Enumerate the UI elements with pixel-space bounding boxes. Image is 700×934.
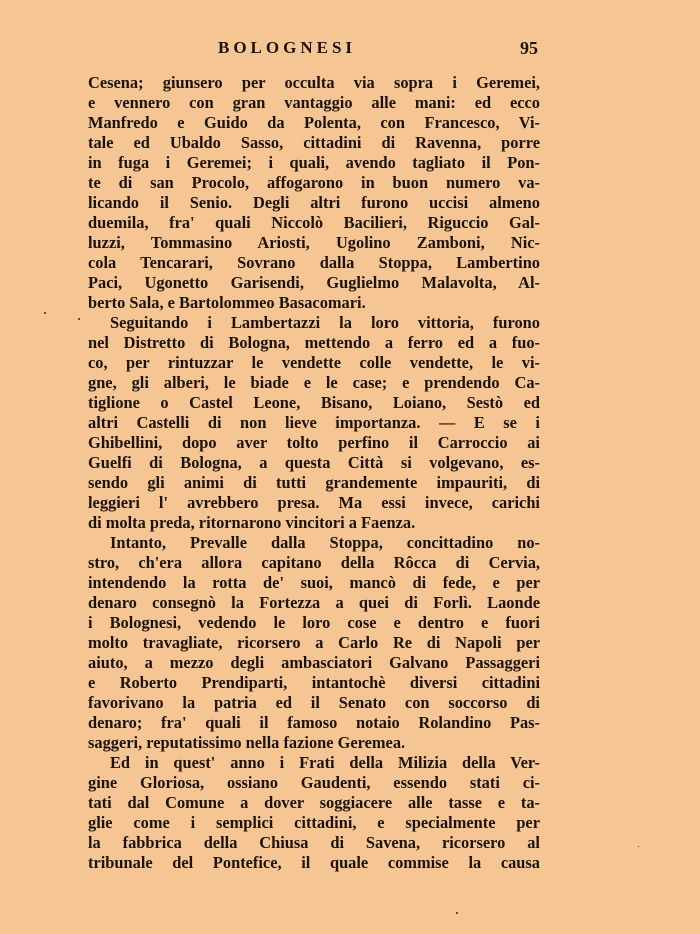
paragraph-start: Intanto, Prevalle dalla Stoppa, concittadino no- xyxy=(110,533,540,552)
text-line: denaro consegnò la Fortezza a quei di Forlì. Laonde xyxy=(88,593,540,612)
text-line: cola Tencarari, Sovrano dalla Stoppa, Lambertino xyxy=(88,253,540,272)
text-line: di molta preda, ritornarono vincitori a Faenza. xyxy=(88,513,416,532)
body-text xyxy=(88,73,540,873)
text-line: licando il Senio. Degli altri furono uccisi almeno xyxy=(88,193,540,212)
text-line: stro, ch'era allora capitano della Rôcca di Cervia, xyxy=(88,553,540,572)
text-line: tale ed Ubaldo Sasso, cittadini di Ravenna, porre xyxy=(88,133,540,152)
text-line: la fabbrica della Chiusa di Savena, ricorsero al xyxy=(88,833,540,852)
text-line: in fuga i Geremei; i quali, avendo tagliato il Pon- xyxy=(88,153,540,172)
text-line: leggieri l' avrebbero presa. Ma essi invece, carichi xyxy=(88,493,540,512)
text-line: berto Sala, e Bartolommeo Basacomari. xyxy=(88,293,366,312)
text-line: luzzi, Tommasino Ariosti, Ugolino Zamboni, Nic- xyxy=(88,233,540,252)
text-line: saggeri, reputatissimo nella fazione Geremea. xyxy=(88,733,406,752)
text-line: tati dal Comune a dover soggiacere alle tasse e ta- xyxy=(88,793,540,812)
page-speck xyxy=(638,846,639,847)
text-line: duemila, fra' quali Niccolò Bacilieri, Riguccio Gal- xyxy=(88,213,540,232)
text-line: molto travagliate, ricorsero a Carlo Re di Napoli per xyxy=(88,633,540,652)
paragraph-start: Ed in quest' anno i Frati della Milizia della Ver- xyxy=(110,753,540,772)
text-line: glie come i semplici cittadini, e specialmente per xyxy=(88,813,540,832)
text-line: sendo gli animi di tutti grandemente impauriti, di xyxy=(88,473,540,492)
text-line: Manfredo e Guido da Polenta, con Francesco, Vi- xyxy=(88,113,540,132)
running-head: BOLOGNESI xyxy=(218,38,357,57)
text-line: denaro; fra' quali il famoso notaio Rolandino Pas- xyxy=(88,713,540,732)
text-line: favorivano la patria ed il Senato con soccorso di xyxy=(88,693,540,712)
text-line: aiuto, a mezzo degli ambasciatori Galvano Passaggeri xyxy=(88,653,540,672)
page-header xyxy=(88,38,544,62)
text-line: nel Distretto di Bologna, mettendo a ferro ed a fuo- xyxy=(88,333,540,352)
page-speck xyxy=(456,912,458,914)
text-line: tiglione o Castel Leone, Bisano, Loiano, Sestò ed xyxy=(88,393,540,412)
text-line: Guelfi di Bologna, a questa Città si volgevano, es- xyxy=(88,453,540,472)
text-line: Ghibellini, dopo aver tolto perfino il Carroccio ai xyxy=(88,433,540,452)
page-speck xyxy=(78,318,80,320)
text-line: e Roberto Prendiparti, intantochè diversi cittadini xyxy=(88,673,540,692)
text-line: e vennero con gran vantaggio alle mani: ed ecco xyxy=(88,93,540,112)
page-number: 95 xyxy=(520,38,538,58)
text-line: co, per rintuzzar le vendette colle vendette, le vi- xyxy=(88,353,540,372)
text-line: gine Gloriosa, ossiano Gaudenti, essendo stati ci- xyxy=(88,773,540,792)
text-line: intendendo la rotta de' suoi, mancò di fede, e per xyxy=(88,573,540,592)
paragraph-start: Seguitando i Lambertazzi la loro vittoria, furono xyxy=(110,313,540,332)
page-speck xyxy=(44,312,46,314)
text-line: tribunale del Pontefice, il quale commise la causa xyxy=(88,853,540,872)
text-line: i Bolognesi, vedendo le loro cose e dentro e fuori xyxy=(88,613,540,632)
text-line: gne, gli alberi, le biade e le case; e prendendo Ca- xyxy=(88,373,540,392)
text-line: te di san Procolo, affogarono in buon numero va- xyxy=(88,173,540,192)
text-line: Cesena; giunsero per occulta via sopra i Geremei, xyxy=(88,73,540,92)
text-line: altri Castelli di non lieve importanza. — E se i xyxy=(88,413,540,432)
text-line: Paci, Ugonetto Garisendi, Guglielmo Malavolta, Al- xyxy=(88,273,540,292)
